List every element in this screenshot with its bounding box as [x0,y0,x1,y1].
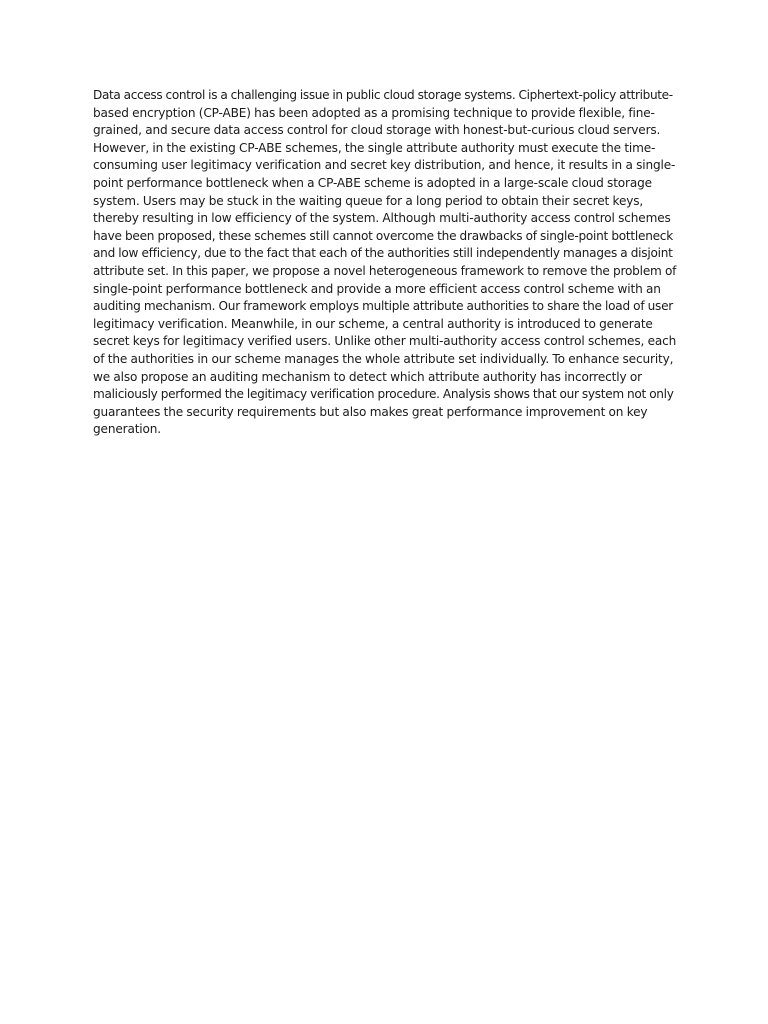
paragraph-line: maliciously performed the legitimacy verification procedure. Analysis shows that our system not only [93,387,674,402]
paragraph-line: auditing mechanism. Our framework employs multiple attribute authorities to share the load of user [93,299,674,314]
paragraph-line: guarantees the security requirements but also makes great performance improvement on key [93,404,648,419]
paragraph-line: based encryption (CP-ABE) has been adopted as a promising technique to provide flexible, fine- [93,105,655,120]
paragraph-line: generation. [93,422,161,437]
paragraph-line: legitimacy verification. Meanwhile, in our scheme, a central authority is introduced to generate [93,316,653,331]
paragraph-line: thereby resulting in low efficiency of the system. Although multi-authority access control schemes [93,211,671,226]
paragraph-line: attribute set. In this paper, we propose a novel heterogeneous framework to remove the problem of [93,263,677,278]
paragraph-line: consuming user legitimacy verification and secret key distribution, and hence, it results in a single- [93,158,676,173]
paragraph-line: point performance bottleneck when a CP-ABE scheme is adopted in a large-scale cloud storage [93,175,652,190]
paragraph-line: Data access control is a challenging issue in public cloud storage systems. Ciphertext-policy attribute- [93,88,673,102]
paragraph-line: system. Users may be stuck in the waiting queue for a long period to obtain their secret keys, [93,193,644,208]
paragraph-line: of the authorities in our scheme manages the whole attribute set individually. To enhance security, [93,351,674,366]
paragraph-line: However, in the existing CP-ABE schemes, the single attribute authority must execute the time- [93,140,656,155]
paragraph-line: we also propose an auditing mechanism to detect which attribute authority has incorrectly or [93,369,642,384]
abstract-paragraph [93,87,677,439]
paragraph-line: secret keys for legitimacy verified users. Unlike other multi-authority access control schemes, each [93,334,677,349]
paragraph-line: grained, and secure data access control for cloud storage with honest-but-curious cloud servers. [93,123,661,138]
paragraph-line: have been proposed, these schemes still cannot overcome the drawbacks of single-point bottleneck [93,228,673,243]
paragraph-line: and low efficiency, due to the fact that each of the authorities still independently manages a disjoint [93,246,673,261]
paragraph-line: single-point performance bottleneck and provide a more efficient access control scheme with an [93,281,661,296]
